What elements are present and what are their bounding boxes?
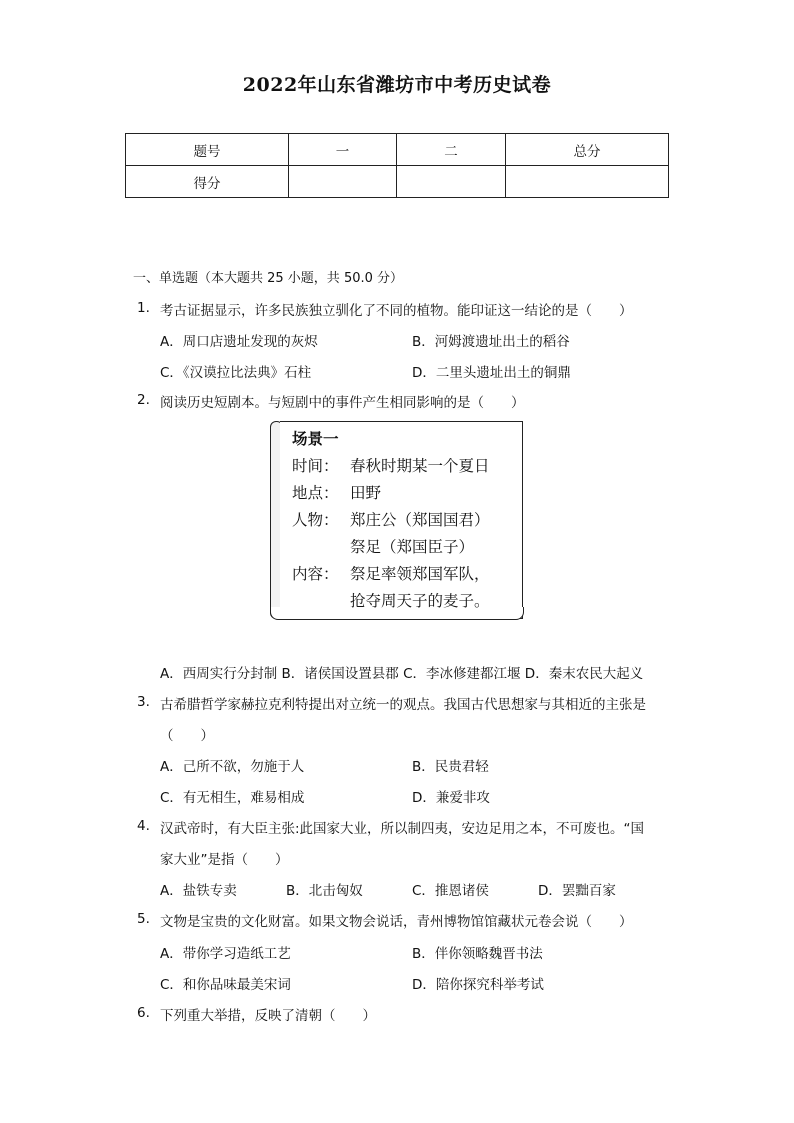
question-number: 1.: [137, 300, 150, 316]
scroll-time-value: 春秋时期某一个夏日: [350, 457, 490, 475]
scroll-time-label: 时间：: [292, 457, 339, 475]
scroll-place-label: 地点：: [292, 484, 339, 502]
option-b[interactable]: B．河姆渡遗址出土的稻谷: [412, 334, 570, 350]
option-d[interactable]: D．兼爱非攻: [412, 790, 490, 806]
scroll-people-value: 郑庄公（郑国国君）: [350, 511, 490, 529]
score-table-header-row: [126, 134, 669, 166]
score-header-cell: 题号: [126, 134, 289, 166]
option-d[interactable]: D．陪你探究科举考试: [412, 977, 544, 993]
scroll-people-label: 人物：: [292, 511, 339, 529]
options-line[interactable]: A．西周实行分封制 B．诸侯国设置县郡 C．李冰修建都江堰 D．秦末农民大起义: [160, 666, 644, 682]
score-table-score-row: [126, 166, 669, 198]
score-cell[interactable]: [506, 166, 669, 198]
question-stem: 汉武帝时，有大臣主张:此国家大业，所以制四夷，安边足用之本，不可废也。“国: [160, 821, 645, 837]
question-stem: 文物是宝贵的文化财富。如果文物会说话，青州博物馆馆藏状元卷会说（ ）: [160, 914, 633, 930]
score-row-label: 得分: [126, 166, 289, 198]
question-stem: 考古证据显示，许多民族独立驯化了不同的植物。能印证这一结论的是（ ）: [160, 303, 633, 319]
question-stem: 古希腊哲学家赫拉克利特提出对立统一的观点。我国古代思想家与其相近的主张是: [160, 697, 646, 713]
score-header-cell: 二: [397, 134, 506, 166]
option-a[interactable]: A．周口店遗址发现的灰烬: [160, 334, 318, 350]
scroll-people-value: 祭足（郑国臣子）: [350, 538, 475, 556]
option-a[interactable]: A．带你学习造纸工艺: [160, 946, 291, 962]
score-cell[interactable]: [397, 166, 506, 198]
question-stem-continued: 家大业”是指（ ）: [160, 852, 289, 868]
scroll-heading: 场景一: [292, 429, 339, 448]
question-number: 3.: [137, 694, 150, 710]
option-b[interactable]: B．民贵君轻: [412, 759, 489, 775]
option-c[interactable]: C．《汉谟拉比法典》石柱: [160, 365, 312, 381]
scroll-content-label: 内容：: [292, 565, 339, 583]
option-c[interactable]: C．有无相生，难易相成: [160, 790, 305, 806]
scroll-content-value: 抢夺周天子的麦子。: [350, 592, 490, 610]
score-header-cell: 总分: [506, 134, 669, 166]
question-stem: 下列重大举措，反映了清朝（ ）: [160, 1008, 376, 1024]
score-cell[interactable]: [289, 166, 397, 198]
score-table: [125, 133, 669, 198]
scroll-content-value: 祭足率领郑国军队，: [350, 565, 490, 583]
option-c[interactable]: C．推恩诸侯: [412, 883, 489, 899]
score-header-cell: 一: [289, 134, 397, 166]
option-b[interactable]: B．北击匈奴: [286, 883, 363, 899]
page-title: 2022年山东省潍坊市中考历史试卷: [242, 74, 552, 96]
question-number: 6.: [137, 1005, 150, 1021]
option-c[interactable]: C．和你品味最美宋词: [160, 977, 291, 993]
question-number: 5.: [137, 911, 150, 927]
option-a[interactable]: A．盐铁专卖: [160, 883, 237, 899]
question-stem-continued: （ ）: [160, 728, 214, 744]
script-scroll-illustration: [268, 419, 526, 621]
option-b[interactable]: B．伴你领略魏晋书法: [412, 946, 543, 962]
question-number: 2.: [137, 392, 150, 408]
section-heading: 一、单选题（本大题共 25 小题，共 50.0 分）: [133, 271, 404, 286]
option-d[interactable]: D．二里头遗址出土的铜鼎: [412, 365, 571, 381]
question-number: 4.: [137, 818, 150, 834]
option-d[interactable]: D．罢黜百家: [538, 883, 616, 899]
scroll-place-value: 田野: [350, 484, 382, 502]
question-stem: 阅读历史短剧本。与短剧中的事件产生相同影响的是（ ）: [160, 395, 525, 411]
option-a[interactable]: A．己所不欲，勿施于人: [160, 759, 305, 775]
